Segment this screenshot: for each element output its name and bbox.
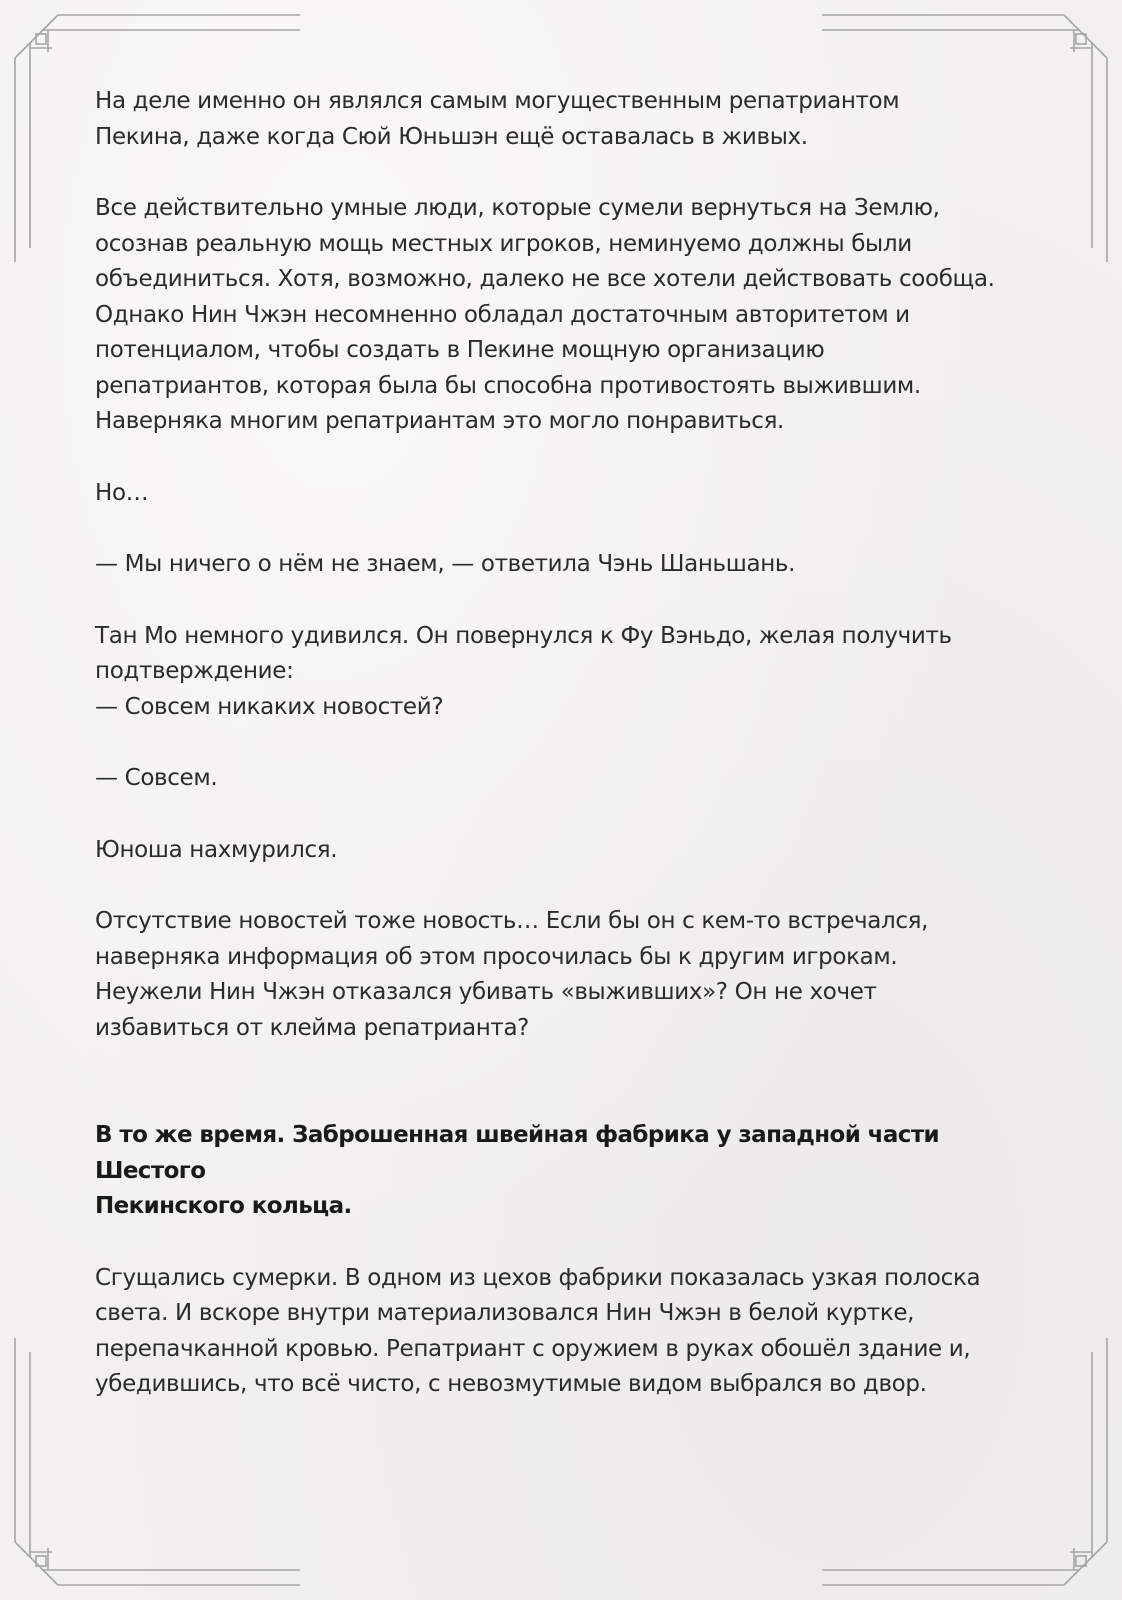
paragraph: На деле именно он являлся самым могущественным репатриантом Пекина, даже когда Сюй Юньшэн ещё оставалась в живых. <box>95 88 900 150</box>
paragraph: Сгущались сумерки. В одном из цехов фабрики показалась узкая полоска света. И вскоре внутри материализовался Нин Чжэн в белой куртке, перепачканной кровью. Репатриант с оружием в руках обошёл здание и, убедившись, что всё чисто, с невозмутимые видом выбрался во двор. <box>95 1264 981 1397</box>
paragraph: Отсутствие новостей тоже новость… Если бы он с кем-то встречался, наверняка информация об этом просочилась бы к другим игрокам. Неужели Нин Чжэн отказался убивать «выживших»? Он не хочет избавиться от клейма репатрианта? <box>95 908 929 1041</box>
scene-heading: В то же время. Заброшенная швейная фабрика у западной части Шестого Пекинского кольца. <box>95 1122 940 1219</box>
paragraph: Юноша нахмурился. <box>95 836 338 863</box>
dialogue-line: — Мы ничего о нём не знаем, — ответила Чэнь Шаньшань. <box>95 551 796 577</box>
paragraph: Тан Мо немного удивился. Он повернулся к Фу Вэньдо, желая получить подтверждение: — Совсем никаких новостей? <box>95 622 952 720</box>
paragraph: Но… <box>95 479 149 506</box>
document-body <box>95 84 1055 1439</box>
paragraph: Все действительно умные люди, которые сумели вернуться на Землю, осознав реальную мощь местных игроков, неминуемо должны были объединиться. Хотя, возможно, далеко не все хотели действовать сообща. Однако Нин Чжэн несомненно обладал достаточным авторитетом и потенциалом, чтобы создать в Пекине мощную организацию репатриантов, которая была бы способна противостоять выжившим. Наверняка многим репатриантам это могло понравиться. <box>95 195 995 434</box>
dialogue-line: — Совсем. <box>95 765 218 791</box>
